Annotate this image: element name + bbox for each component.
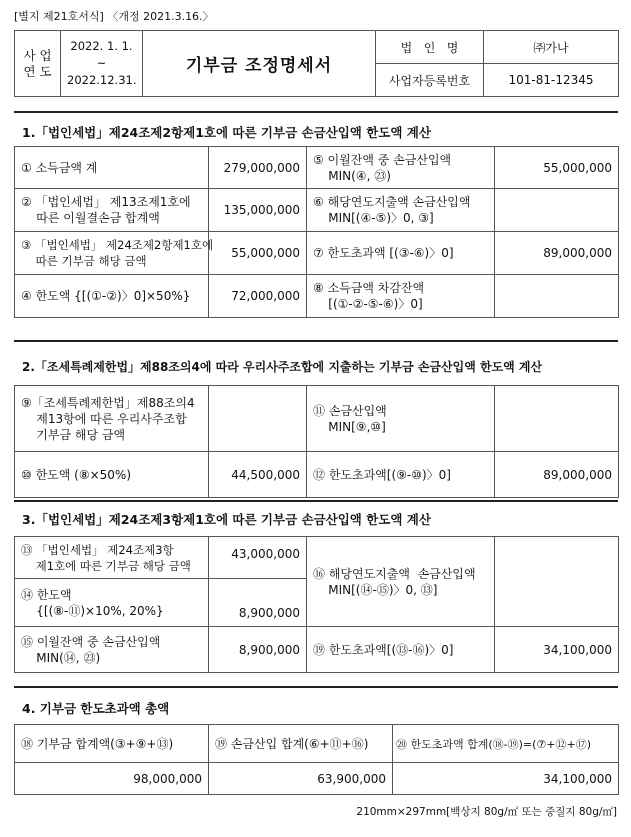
period-start: 2022. 1. 1. (70, 39, 133, 53)
section2-title: 2.「조세특례제한법」제88조의4에 따라 우리사주조합에 지출하는 기부금 손금산입액 한도액 계산 (22, 360, 543, 374)
s1-item2-label: ② 「법인세법」 제13조제1호에 따른 이월결손금 합계액 (15, 189, 209, 232)
s3-item16-value (495, 537, 619, 627)
section3-title: 3.「법인세법」제24조제3항제1호에 따른 기부금 손금산입액 한도액 계산 (22, 512, 431, 527)
s1-item6-label: ⑥ 해당연도지출액 손금산입액 MIN[(④-⑤)〉0, ③] (307, 189, 495, 232)
s1-item1-value: 279,000,000 (209, 147, 307, 189)
s2-item11-label: ⑪ 손금산입액 MIN[⑨,⑩] (307, 386, 495, 452)
s4-value-20: 34,100,000 (393, 763, 619, 795)
section1-title: 1.「법인세법」제24조제2항제1호에 따른 기부금 손금산입액 한도액 계산 (22, 125, 431, 140)
s4-header-18: ⑱ 기부금 합계액(③+⑨+⑬) (15, 725, 209, 763)
section4-title: 4. 기부금 한도초과액 총액 (22, 701, 170, 716)
s3-item15-label: ⑮ 이월잔액 중 손금산입액 MIN(⑭, ㉓) (15, 627, 209, 673)
s1-item7-value: 89,000,000 (495, 232, 619, 275)
s3-item14-label: ⑭ 한도액 {[(⑧-⑪)×10%, 20%} (15, 579, 209, 627)
section4-table (14, 724, 619, 795)
s1-item5-value: 55,000,000 (495, 147, 619, 189)
section1-table (14, 146, 619, 318)
s1-item4-label: ④ 한도액 {[(①-②)〉0]×50%} (15, 275, 209, 318)
document-title: 기부금 조정명세서 (143, 31, 376, 97)
s1-item3-label: ③ 「법인세법」 제24조제2항제1호에 따른 기부금 해당 금액 (15, 232, 209, 275)
s1-item3-value: 55,000,000 (209, 232, 307, 275)
s4-value-19: 63,900,000 (209, 763, 393, 795)
s2-item12-label: ⑫ 한도초과액[(⑨-⑩)〉0] (307, 452, 495, 498)
s4-header-20: ⑳ 한도초과액 합계(⑱-⑲)=(⑦+⑫+⑰) (393, 725, 619, 763)
s1-item6-value (495, 189, 619, 232)
s1-item4-value: 72,000,000 (209, 275, 307, 318)
s3-item13-label: ⑬ 「법인세법」 제24조제3항 제1호에 따른 기부금 해당 금액 (15, 537, 209, 579)
business-year-label: 사 업 연 도 (15, 31, 61, 97)
s3-item14-value: 8,900,000 (209, 579, 307, 627)
s2-item11-value (495, 386, 619, 452)
s1-item8-value (495, 275, 619, 318)
corp-name-value: ㈜가나 (484, 31, 619, 64)
s4-value-18: 98,000,000 (15, 763, 209, 795)
paper-spec-footer: 210mm×297mm[백상지 80g/㎡ 또는 중질지 80g/㎡] (356, 806, 617, 818)
section2-table (14, 385, 619, 498)
s2-item9-value (209, 386, 307, 452)
s2-item10-value: 44,500,000 (209, 452, 307, 498)
section3-table (14, 536, 619, 673)
s2-item9-label: ⑨「조세특례제한법」제88조의4 제13항에 따른 우리사주조합 기부금 해당 금액 (15, 386, 209, 452)
biz-no-value: 101-81-12345 (484, 64, 619, 97)
s3-item19-value: 34,100,000 (495, 627, 619, 673)
period-end: 2022.12.31. (67, 73, 137, 87)
corp-name-label: 법 인 명 (376, 31, 484, 64)
s1-item8-label: ⑧ 소득금액 차감잔액 [(①-②-⑤-⑥)〉0] (307, 275, 495, 318)
s1-item1-label: ① 소득금액 계 (15, 147, 209, 189)
s3-item16-label: ⑯ 해당연도지출액 손금산입액 MIN[(⑭-⑮)〉0, ⑬] (307, 537, 495, 627)
form-code: [별지 제21호서식] 〈개정 2021.3.16.〉 (14, 10, 214, 23)
s2-item12-value: 89,000,000 (495, 452, 619, 498)
s1-item7-label: ⑦ 한도초과액 [(③-⑥)〉0] (307, 232, 495, 275)
s1-item2-value: 135,000,000 (209, 189, 307, 232)
s3-item15-value: 8,900,000 (209, 627, 307, 673)
s4-header-19: ⑲ 손금산입 합계(⑥+⑪+⑯) (209, 725, 393, 763)
biz-no-label: 사업자등록번호 (376, 64, 484, 97)
s2-item10-label: ⑩ 한도액 (⑧×50%) (15, 452, 209, 498)
business-period (61, 31, 143, 97)
s3-item13-value: 43,000,000 (209, 537, 307, 579)
s1-item5-label: ⑤ 이월잔액 중 손금산입액 MIN(④, ㉓) (307, 147, 495, 189)
header-table (14, 30, 619, 97)
period-tilde: ~ (96, 56, 107, 70)
s3-item19-label: ⑲ 한도초과액[(⑬-⑯)〉0] (307, 627, 495, 673)
